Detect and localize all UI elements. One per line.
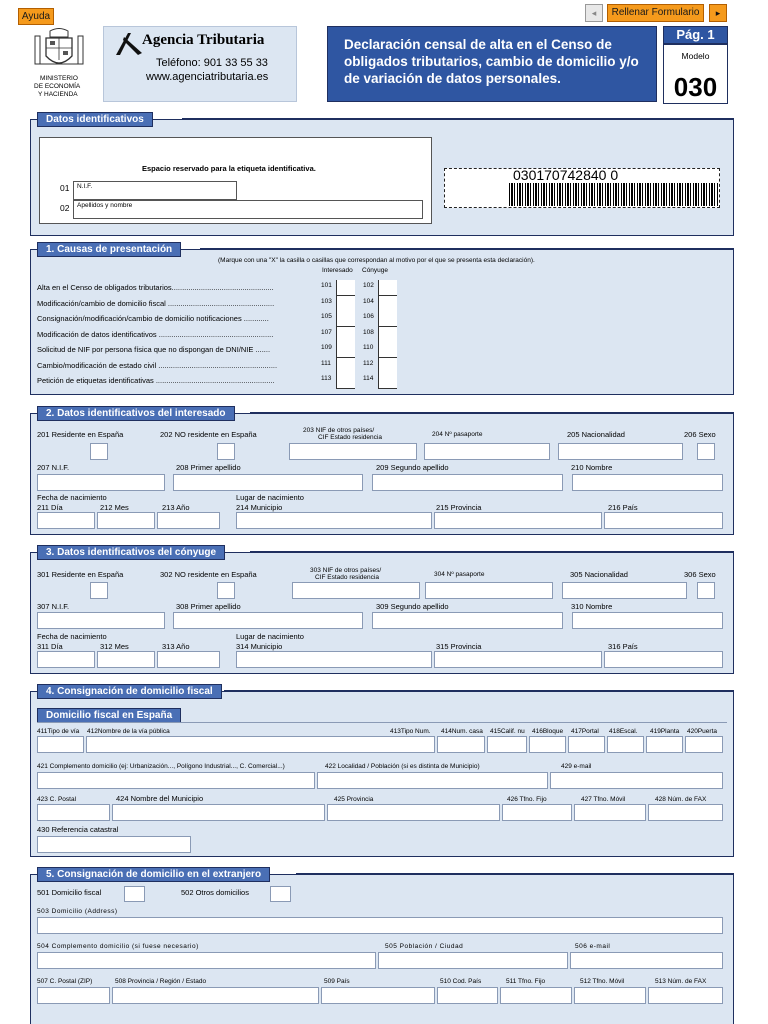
f507-input[interactable]	[37, 987, 110, 1004]
f512-label: 512 Tfno. Móvil	[580, 978, 625, 985]
f501-checkbox[interactable]	[124, 886, 145, 902]
f307-input[interactable]	[37, 612, 165, 629]
agency-name: Agencia Tributaria	[142, 32, 265, 48]
f303-label-line2: CIF Estado residencia	[315, 574, 379, 581]
causa-row-label: Solicitud de NIF por persona física que no dispongan de DNI/NIE .......	[37, 346, 271, 354]
f427-label: 427 Tfno. Móvil	[581, 796, 626, 803]
causa-conyuge-checkbox[interactable]	[378, 296, 397, 312]
f305-input[interactable]	[562, 582, 687, 599]
f208-input[interactable]	[173, 474, 363, 491]
f310-input[interactable]	[572, 612, 723, 629]
f315-label: 315 Provincia	[436, 642, 482, 651]
f212-input[interactable]	[97, 512, 155, 529]
causa-interesado-checkbox[interactable]	[336, 311, 355, 327]
spouse-birth-place-label: Lugar de nacimiento	[236, 632, 304, 641]
f501-label: 501 Domicilio fiscal	[37, 888, 102, 897]
causa-conyuge-code: 110	[363, 344, 374, 351]
causa-row-label: Consignación/modificación/cambio de domicilio notificaciones ............	[37, 315, 269, 323]
ministry-name-line3: Y HACIENDA	[38, 91, 78, 98]
f419-420-input[interactable]	[685, 736, 723, 753]
f512-input[interactable]	[574, 987, 646, 1004]
causa-conyuge-checkbox[interactable]	[378, 358, 397, 374]
causa-row-label: Petición de etiquetas identificativas .........................................................	[37, 377, 275, 385]
f417-label: 417Portal	[571, 728, 599, 735]
causa-interesado-checkbox[interactable]	[336, 342, 355, 358]
f311-label: 311 Día	[37, 642, 63, 651]
f504-input[interactable]	[37, 952, 376, 969]
f430-input[interactable]	[37, 836, 191, 853]
f426-label: 426 Tfno. Fijo	[507, 796, 547, 803]
model-label: Modelo	[681, 51, 710, 61]
f301-label: 301 Residente en España	[37, 570, 124, 579]
f420-label: 420Puerta	[687, 728, 717, 735]
f314-label: 314 Municipio	[236, 642, 283, 651]
f509-label: 509 País	[324, 978, 350, 985]
f413-label: 413Tipo Num.	[390, 728, 431, 735]
f315-input[interactable]	[434, 651, 602, 668]
nif-field-label: N.I.F.	[77, 183, 93, 190]
f203-label-line1: 203 NIF de otros países/	[303, 427, 375, 434]
page-label-box	[663, 26, 728, 44]
f216-label: 216 País	[608, 503, 638, 512]
ministry-name-line1: MINISTERIO	[40, 75, 78, 82]
f424-input[interactable]	[112, 804, 325, 821]
f313-input[interactable]	[157, 651, 220, 668]
f201-label: 201 Residente en España	[37, 430, 124, 439]
f316-label: 316 País	[608, 642, 638, 651]
f303-label-line1: 303 NIF de otros países/	[310, 567, 382, 574]
causa-conyuge-code: 112	[363, 359, 374, 367]
f202-checkbox[interactable]	[217, 443, 235, 460]
f302-label: 302 NO residente en España	[160, 570, 257, 579]
f419-label: 419Planta	[650, 728, 680, 735]
field-02-number: 02	[60, 203, 70, 213]
f422-input[interactable]	[317, 772, 548, 789]
f215-input[interactable]	[434, 512, 602, 529]
f205-label: 205 Nacionalidad	[567, 430, 625, 439]
causa-interesado-code: 101	[321, 282, 332, 289]
causa-conyuge-checkbox[interactable]	[378, 280, 397, 296]
f511-input[interactable]	[500, 987, 572, 1004]
f309-label: 309 Segundo apellido	[376, 602, 449, 611]
causa-interesado-code: 103	[321, 297, 332, 305]
f510-label: 510 Cod. País	[440, 978, 482, 985]
causa-conyuge-code: 108	[363, 328, 374, 336]
causa-row-label: Modificación/cambio de domicilio fiscal ...................................................	[37, 299, 275, 308]
f302-checkbox[interactable]	[217, 582, 235, 599]
agency-website: www.agenciatributaria.es	[146, 71, 269, 83]
causa-interesado-checkbox[interactable]	[336, 358, 355, 374]
f421-label: 421 Complemento domicilio (ej: Urbanización..., Polígono Industrial..., C. Comercial...)	[37, 763, 285, 770]
f312-label: 312 Mes	[100, 642, 129, 651]
f505-input[interactable]	[378, 952, 568, 969]
agency-info-box	[103, 26, 297, 102]
domicilio-extranjero-tab: 5. Consignación de domicilio en el extranjero	[37, 867, 270, 882]
causa-conyuge-checkbox[interactable]	[378, 373, 397, 389]
f430-label: 430 Referencia catastral	[37, 825, 119, 834]
f425-label: 425 Provincia	[334, 796, 374, 803]
model-box	[663, 44, 728, 104]
f314-input[interactable]	[236, 651, 432, 668]
causa-conyuge-checkbox[interactable]	[378, 342, 397, 358]
f308-label: 308 Primer apellido	[176, 602, 241, 611]
f414-input[interactable]	[487, 736, 527, 753]
birth-date-label: Fecha de nacimiento	[37, 493, 107, 502]
f502-checkbox[interactable]	[270, 886, 291, 902]
causa-conyuge-code: 114	[363, 375, 374, 382]
f307-label: 307 N.I.F.	[37, 602, 70, 611]
f209-label: 209 Segundo apellido	[376, 463, 449, 472]
form-title: Declaración censal de alta en el Censo de obligados tributarios, cambio de domicilio y/o de variación de datos personales.	[344, 37, 639, 86]
f428-input[interactable]	[648, 804, 723, 821]
barcode-number: 030170742840 0	[513, 167, 619, 183]
f502-label: 502 Otros domicilios	[181, 888, 249, 897]
f424-label: 424 Nombre del Municipio	[116, 794, 204, 803]
f421-input[interactable]	[37, 772, 315, 789]
conyuge-tab: 3. Datos identificativos del cónyuge	[37, 545, 225, 560]
f427-input[interactable]	[574, 804, 646, 821]
causas-col-conyuge: Cónyuge	[362, 267, 389, 274]
f414-label: 414Num. casa	[441, 728, 483, 735]
f508-input[interactable]	[112, 987, 319, 1004]
f304-label: 304 Nº pasaporte	[434, 571, 485, 578]
causa-row-label: Cambio/modificación de estado civil .........................................................	[37, 361, 278, 370]
reserved-label-text: Espacio reservado para la etiqueta identificativa.	[142, 164, 316, 173]
f411-label: 411Tipo de vía	[37, 728, 80, 735]
causa-row-label: Modificación de datos identificativos .......................................................	[37, 330, 274, 339]
causa-interesado-code: 109	[321, 344, 332, 351]
f304-input[interactable]	[425, 582, 553, 599]
f412-label: 412Nombre de la vía pública	[87, 728, 170, 735]
f213-label: 213 Año	[162, 503, 190, 512]
causa-conyuge-code: 106	[363, 313, 374, 320]
f211-input[interactable]	[37, 512, 95, 529]
f312-input[interactable]	[97, 651, 155, 668]
domicilio-fiscal-tab: 4. Consignación de domicilio fiscal	[37, 684, 222, 699]
coat-of-arms-logo	[32, 28, 86, 72]
f513-input[interactable]	[648, 987, 723, 1004]
f309-input[interactable]	[372, 612, 563, 629]
causa-interesado-code: 107	[321, 328, 332, 336]
f428-label: 428 Núm. de FAX	[655, 796, 707, 803]
f417-input[interactable]	[607, 736, 644, 753]
f511-label: 511 Tfno. Fijo	[506, 978, 546, 985]
causa-conyuge-code: 102	[363, 282, 374, 289]
f418-input[interactable]	[646, 736, 683, 753]
causa-interesado-code: 111	[321, 359, 331, 367]
page-label: Pág. 1	[676, 27, 715, 42]
f303-input[interactable]	[292, 582, 420, 599]
f415-input[interactable]	[529, 736, 566, 753]
f306-input[interactable]	[697, 582, 715, 599]
causa-interesado-checkbox[interactable]	[336, 327, 355, 343]
f504-label: 504 Complemento domicilio (si fuese necesario)	[37, 943, 199, 950]
f423-input[interactable]	[37, 804, 110, 821]
f306-label: 306 Sexo	[684, 570, 716, 579]
f503-input[interactable]	[37, 917, 723, 934]
f506-label: 506 e-mail	[575, 943, 611, 950]
full-name-field-label: Apellidos y nombre	[77, 202, 133, 209]
f305-label: 305 Nacionalidad	[570, 570, 628, 579]
f416-label: 416Bloque	[532, 728, 564, 735]
causa-conyuge-code: 104	[363, 297, 374, 305]
birth-place-label: Lugar de nacimiento	[236, 493, 304, 502]
f207-label: 207 N.I.F.	[37, 463, 70, 472]
field-01-number: 01	[60, 183, 70, 193]
causas-tab: 1. Causas de presentación	[37, 242, 181, 257]
barcode-image	[509, 183, 719, 206]
causas-col-interesado: Interesado	[322, 267, 353, 274]
previous-page-button[interactable]: ◂	[585, 4, 603, 22]
causa-interesado-checkbox[interactable]	[336, 280, 355, 296]
f210-label: 210 Nombre	[571, 463, 613, 472]
agency-logo-icon	[114, 31, 144, 57]
f207-input[interactable]	[37, 474, 165, 491]
f316-input[interactable]	[604, 651, 723, 668]
f503-label: 503 Domicilio (Address)	[37, 908, 118, 915]
f208-label: 208 Primer apellido	[176, 463, 241, 472]
f201-checkbox[interactable]	[90, 443, 108, 460]
f416-input[interactable]	[568, 736, 605, 753]
causa-interesado-code: 105	[321, 313, 332, 320]
f203-label-line2: CIF Estado residencia	[318, 434, 382, 441]
f508-label: 508 Provincia / Región / Estado	[115, 978, 207, 985]
f211-label: 211 Día	[37, 503, 63, 512]
f429-label: 429 e-mail	[561, 763, 592, 770]
model-number: 030	[673, 72, 718, 102]
f510-input[interactable]	[437, 987, 498, 1004]
ministry-name-line2: DE ECONOMÍA	[34, 83, 81, 90]
f212-label: 212 Mes	[100, 503, 129, 512]
spouse-birth-date-label: Fecha de nacimiento	[37, 632, 107, 641]
nif-field[interactable]	[73, 181, 237, 200]
f205-input[interactable]	[558, 443, 683, 460]
f301-checkbox[interactable]	[90, 582, 108, 599]
f214-label: 214 Municipio	[236, 503, 283, 512]
f308-input[interactable]	[173, 612, 363, 629]
f313-label: 313 Año	[162, 642, 190, 651]
causa-conyuge-checkbox[interactable]	[378, 311, 397, 327]
causa-interesado-checkbox[interactable]	[336, 296, 355, 312]
f426-input[interactable]	[502, 804, 572, 821]
f412-input[interactable]	[86, 736, 435, 753]
f216-input[interactable]	[604, 512, 723, 529]
f507-label: 507 C. Postal (ZIP)	[37, 978, 93, 985]
causa-interesado-code: 113	[321, 375, 332, 382]
f213-input[interactable]	[157, 512, 220, 529]
f204-input[interactable]	[424, 443, 550, 460]
f215-label: 215 Provincia	[436, 503, 482, 512]
f206-input[interactable]	[697, 443, 715, 460]
f203-input[interactable]	[289, 443, 417, 460]
f311-input[interactable]	[37, 651, 95, 668]
form-title-box	[327, 26, 657, 102]
help-button[interactable]: Ayuda	[18, 8, 54, 25]
causas-instruction: (Marque con una "X" la casilla o casillas que correspondan al motivo por el que se presenta esta declaración).	[218, 257, 535, 264]
causa-conyuge-checkbox[interactable]	[378, 327, 397, 343]
causa-row-label: Alta en el Censo de obligados tributarios.................................................	[37, 284, 274, 292]
f209-input[interactable]	[372, 474, 563, 491]
f210-input[interactable]	[572, 474, 723, 491]
f413-input[interactable]	[437, 736, 485, 753]
f204-label: 204 Nº pasaporte	[432, 431, 483, 438]
f429-input[interactable]	[550, 772, 723, 789]
f202-label: 202 NO residente en España	[160, 430, 257, 439]
datos-identificativos-tab: Datos identificativos	[37, 112, 153, 127]
f509-input[interactable]	[321, 987, 435, 1004]
f418-label: 418Escal.	[609, 728, 638, 735]
f214-input[interactable]	[236, 512, 432, 529]
f415-label: 415Calif. nu	[490, 728, 525, 735]
f506-input[interactable]	[570, 952, 723, 969]
f310-label: 310 Nombre	[571, 602, 613, 611]
f505-label: 505 Población / Ciudad	[385, 943, 464, 950]
interesado-tab: 2. Datos identificativos del interesado	[37, 406, 235, 421]
agency-phone: Teléfono: 901 33 55 33	[156, 57, 268, 69]
f513-label: 513 Núm. de FAX	[655, 978, 707, 985]
f206-label: 206 Sexo	[684, 430, 716, 439]
causa-interesado-checkbox[interactable]	[336, 373, 355, 389]
next-page-button[interactable]: ▸	[709, 4, 727, 22]
domicilio-espana-subtab: Domicilio fiscal en España	[37, 708, 181, 723]
fill-form-button[interactable]: Rellenar Formulario	[607, 4, 704, 22]
f423-label: 423 C. Postal	[37, 796, 77, 803]
f411-input[interactable]	[37, 736, 84, 753]
f425-input[interactable]	[327, 804, 500, 821]
f422-label: 422 Localidad / Población (si es distinta de Municipio)	[325, 763, 480, 770]
